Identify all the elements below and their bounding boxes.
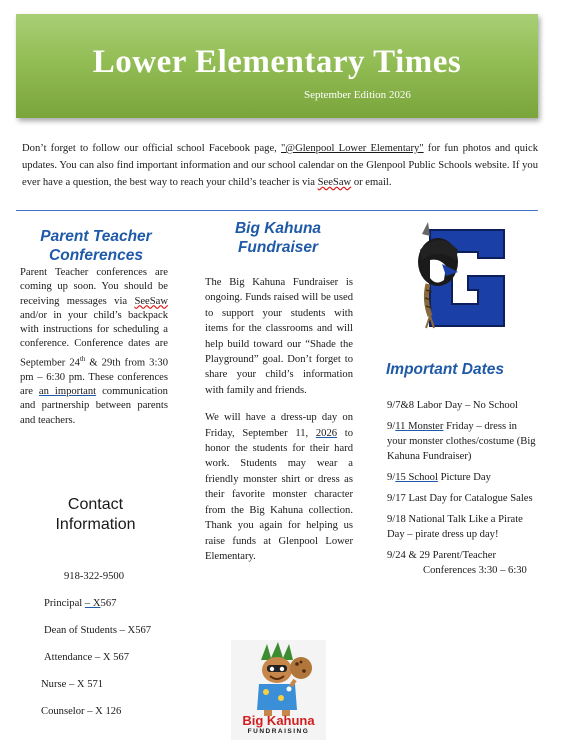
date-underlined: 11 Monster <box>395 421 444 432</box>
intro-paragraph <box>22 140 538 191</box>
bk-p2-year: 2026 <box>315 427 338 439</box>
principal-label: Principal <box>44 598 85 609</box>
ptc-text-2: and/or in your child’s backpack with instructions for scheduling a conference. Conference dates are September 24 <box>20 309 168 369</box>
ptc-seesaw: SeeSaw <box>134 295 168 307</box>
contact-attendance: Attendance – X 567 <box>44 652 130 663</box>
big-kahuna-heading: Big Kahuna Fundraiser <box>234 220 322 256</box>
parent-teacher-paragraph <box>20 266 168 428</box>
important-dates-list <box>387 398 537 584</box>
date-line-b: Conferences 3:30 – 6:30 <box>423 565 527 576</box>
date-underlined: 15 School <box>395 472 438 483</box>
contact-dean: Dean of Students – X567 <box>44 625 152 636</box>
date-item <box>387 419 537 464</box>
contact-counselor: Counselor – X 126 <box>41 706 122 717</box>
ptc-important: an important <box>38 385 97 397</box>
date-item: 9/7&8 Labor Day – No School <box>387 400 518 411</box>
big-kahuna-logo-subtext: FUNDRAISING <box>247 728 310 735</box>
contact-nurse: Nurse – X 571 <box>41 679 104 690</box>
big-kahuna-paragraph-2 <box>205 410 353 564</box>
school-logo <box>400 220 510 336</box>
contact-phone: 918-322-9500 <box>64 571 125 582</box>
big-kahuna-paragraph-1: The Big Kahuna Fundraiser is ongoing. Funds raised will be used to support your students with items for the classrooms and will help build toward our “Shade the Playground” goal. Don’t forget to share your child’s information with family and friends. <box>205 277 353 396</box>
ptc-sup: th <box>79 354 86 363</box>
important-dates-heading: Important Dates <box>386 361 504 378</box>
parent-teacher-heading: Parent Teacher Conferences <box>40 228 152 264</box>
intro-text-3: or email. <box>351 177 392 188</box>
ptc-text-4: communication and partnership between parents and teachers. <box>20 385 168 426</box>
newsletter-title: Lower Elementary Times <box>92 44 462 80</box>
ptc-text-3: & 29th from 3:30 pm – 6:30 pm. These conferences are <box>20 357 168 397</box>
seesaw-word: SeeSaw <box>317 177 352 188</box>
warrior-g-logo-icon <box>400 220 510 336</box>
date-item: 9/18 National Talk Like a Pirate Day – pirate dress up day! <box>387 514 523 540</box>
big-kahuna-logo <box>231 640 326 740</box>
principal-ext: – X <box>84 598 101 609</box>
facebook-link[interactable]: "@Glenpool Lower Elementary" <box>280 143 424 154</box>
date-item <box>387 548 537 578</box>
big-kahuna-body <box>205 275 353 576</box>
contact-principal <box>44 598 116 609</box>
bk-p2-text-b: to honor the students for their hard work. Students may wear a friendly monster shirt or dress as their favorite monster character from the Big Kahuna collection. Thank you again for helping us raise funds at Glenpool Lower Elementary. <box>205 427 354 562</box>
intro-text-2: for fun photos and quick updates. You can also find important information and our school calendar on the Glenpool Public Schools website. If you ever have a question, the best way to reach your child’s teacher is via <box>22 143 538 188</box>
intro-text-1: Don’t forget to follow our official school Facebook page, <box>22 143 281 154</box>
section-divider <box>16 210 538 211</box>
ptc-text-1: Parent Teacher conferences are coming up soon. You should be receiving messages via <box>20 267 168 307</box>
contact-heading: Contact Information <box>55 496 136 533</box>
date-item: 9/17 Last Day for Catalogue Sales <box>387 493 533 504</box>
date-item <box>387 470 537 485</box>
date-line-a: 9/24 & 29 Parent/Teacher <box>387 550 496 561</box>
edition-label: September Edition 2026 <box>304 89 411 101</box>
date-desc: Friday – dress in your monster clothes/costume (Big Kahuna Fundraiser) <box>387 421 536 462</box>
principal-num: 567 <box>100 598 117 609</box>
date-prefix: 9/ <box>387 421 396 432</box>
bk-p2-text-a: We will have a dress-up day on Friday, September 11, <box>205 412 353 439</box>
date-desc: Picture Day <box>437 472 491 483</box>
header-banner <box>16 14 538 118</box>
big-kahuna-logo-text: Big Kahuna <box>242 713 315 728</box>
date-prefix: 9/ <box>387 472 396 483</box>
